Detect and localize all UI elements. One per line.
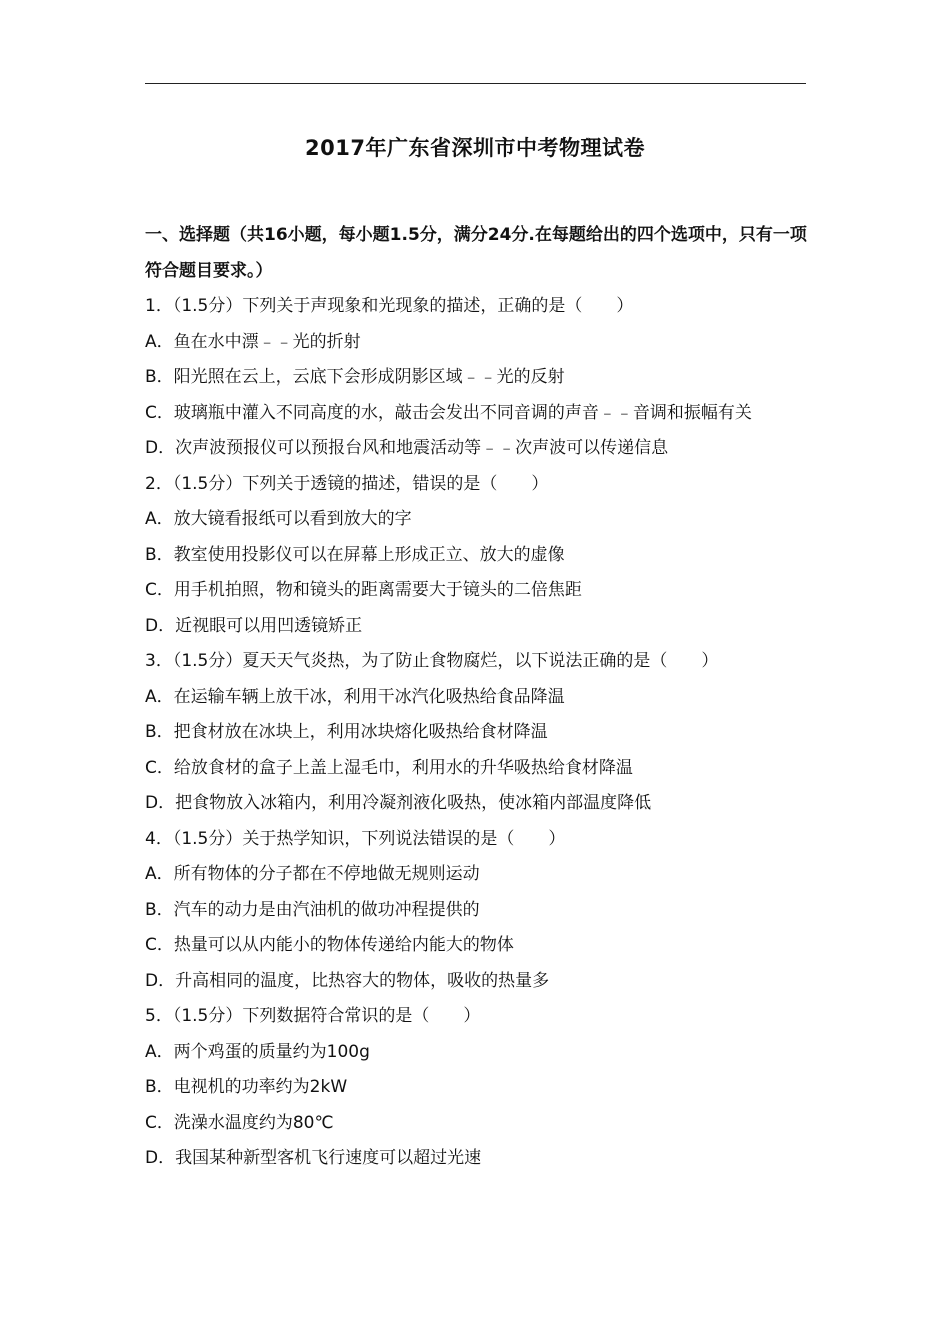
question-stem: 5．（1.5分）下列数据符合常识的是（ ） xyxy=(145,1006,481,1026)
option-a: A．放大镜看报纸可以看到放大的字 xyxy=(145,509,412,529)
option-d: D．我国某种新型客机飞行速度可以超过光速 xyxy=(145,1148,482,1168)
option-c: C．给放食材的盒子上盖上湿毛巾，利用水的升华吸热给食材降温 xyxy=(145,757,633,778)
question-5 xyxy=(145,999,810,1177)
header-rule xyxy=(145,83,806,84)
option-d: D．升高相同的温度，比热容大的物体，吸收的热量多 xyxy=(145,970,550,991)
question-3 xyxy=(145,644,810,822)
option-c: C．用手机拍照，物和镜头的距离需要大于镜头的二倍焦距 xyxy=(145,580,582,600)
option-d: D．把食物放入冰箱内，利用冷凝剂液化吸热，使冰箱内部温度降低 xyxy=(145,793,652,813)
section-heading: 一、选择题（共16小题，每小题1.5分，满分24分.在每题给出的四个选项中，只有一项符合题目要求。） xyxy=(145,225,807,281)
page-title: 2017年广东省深圳市中考物理试卷 xyxy=(305,136,645,160)
option-b: B．电视机的功率约为2kW xyxy=(145,1077,348,1097)
option-c: C．热量可以从内能小的物体传递给内能大的物体 xyxy=(145,935,514,955)
option-d: D．次声波预报仪可以预报台风和地震活动等﹣﹣次声波可以传递信息 xyxy=(145,438,669,458)
exam-content xyxy=(145,218,810,1177)
option-a: A．所有物体的分子都在不停地做无规则运动 xyxy=(145,864,480,884)
option-c: C．玻璃瓶中灌入不同高度的水，敲击会发出不同音调的声音﹣﹣音调和振幅有关 xyxy=(145,402,752,423)
question-2 xyxy=(145,467,810,645)
option-b: B．阳光照在云上，云底下会形成阴影区域﹣﹣光的反射 xyxy=(145,367,565,387)
question-stem: 4．（1.5分）关于热学知识，下列说法错误的是（ ） xyxy=(145,828,566,849)
option-b: B．汽车的动力是由汽油机的做功冲程提供的 xyxy=(145,899,480,920)
question-stem: 1．（1.5分）下列关于声现象和光现象的描述，正确的是（ ） xyxy=(145,296,634,316)
question-4 xyxy=(145,822,810,1000)
question-stem: 3．（1.5分）夏天天气炎热，为了防止食物腐烂，以下说法正确的是（ ） xyxy=(145,651,719,671)
option-b: B．教室使用投影仪可以在屏幕上形成正立、放大的虚像 xyxy=(145,544,565,565)
option-b: B．把食材放在冰块上，利用冰块熔化吸热给食材降温 xyxy=(145,722,548,742)
question-stem: 2．（1.5分）下列关于透镜的描述，错误的是（ ） xyxy=(145,473,549,494)
option-d: D．近视眼可以用凹透镜矫正 xyxy=(145,615,363,636)
option-a: A．两个鸡蛋的质量约为100g xyxy=(145,1041,370,1062)
option-a: A．在运输车辆上放干冰，利用干冰汽化吸热给食品降温 xyxy=(145,686,565,707)
option-a: A．鱼在水中漂﹣﹣光的折射 xyxy=(145,331,361,352)
question-1 xyxy=(145,289,810,467)
option-c: C．洗澡水温度约为80℃ xyxy=(145,1112,334,1133)
